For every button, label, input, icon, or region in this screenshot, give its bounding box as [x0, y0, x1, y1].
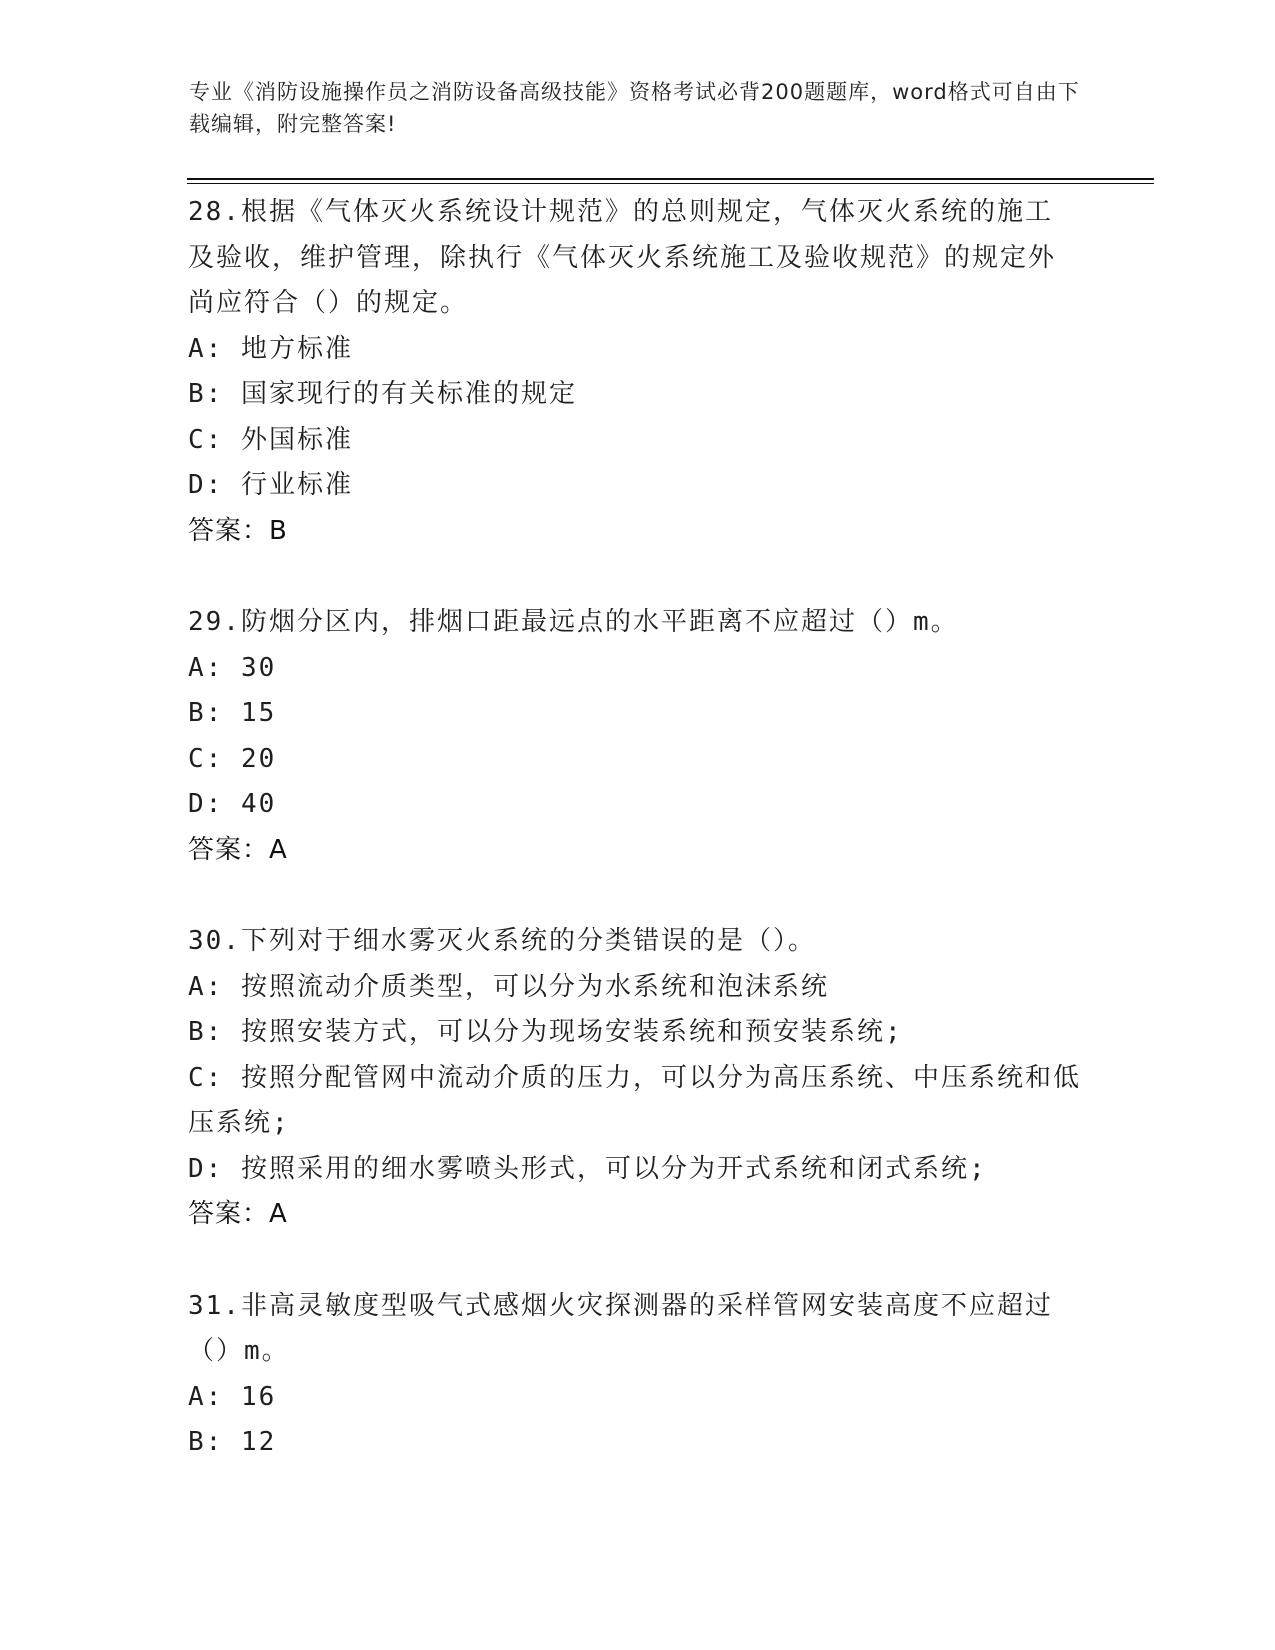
option-d: D: 40 [188, 789, 277, 819]
question-stem: 30.下列对于细水雾灭火系统的分类错误的是（）。 [188, 926, 816, 956]
option-c: C: 按照分配管网中流动介质的压力，可以分为高压系统、中压系统和低压系统; [188, 1062, 1081, 1138]
option-d: D: 行业标准 [188, 470, 353, 500]
header-rule-thin [187, 183, 1154, 184]
question-31 [188, 1284, 1088, 1466]
option-c: C: 外国标准 [188, 424, 353, 455]
option-a: A: 按照流动介质类型，可以分为水系统和泡沫系统 [188, 971, 829, 1002]
option-c: C: 20 [188, 743, 277, 774]
header-rule-thick [187, 178, 1154, 180]
question-stem: 28.根据《气体灭火系统设计规范》的总则规定，气体灭火系统的施工及验收，维护管理，除执行《气体灭火系统施工及验收规范》的规定外尚应符合（）的规定。 [188, 197, 1057, 318]
question-stem: 29.防烟分区内，排烟口距最远点的水平距离不应超过（）m。 [188, 607, 959, 637]
question-30 [188, 919, 1088, 1238]
option-a: A: 地方标准 [188, 333, 353, 364]
option-b: B: 12 [188, 1427, 277, 1457]
option-b: B: 15 [188, 698, 277, 728]
document-header: 专业《消防设施操作员之消防设备高级技能》资格考试必背200题题库，word格式可自由下载编辑，附完整答案! [189, 80, 1080, 136]
question-29 [188, 600, 1088, 873]
question-list [188, 190, 1088, 1512]
answer-label: 答案：A [188, 834, 288, 865]
question-28 [188, 190, 1088, 554]
option-d: D: 按照采用的细水雾喷头形式，可以分为开式系统和闭式系统; [188, 1153, 987, 1184]
option-b: B: 国家现行的有关标准的规定 [188, 379, 577, 409]
answer-label: 答案：A [188, 1199, 288, 1229]
question-stem: 31.非高灵敏度型吸气式感烟火灾探测器的采样管网安装高度不应超过（）m。 [188, 1290, 1053, 1366]
answer-label: 答案：B [188, 515, 288, 546]
option-b: B: 按照安装方式，可以分为现场安装系统和预安装系统; [188, 1017, 903, 1047]
option-a: A: 30 [188, 652, 277, 683]
option-a: A: 16 [188, 1381, 277, 1412]
